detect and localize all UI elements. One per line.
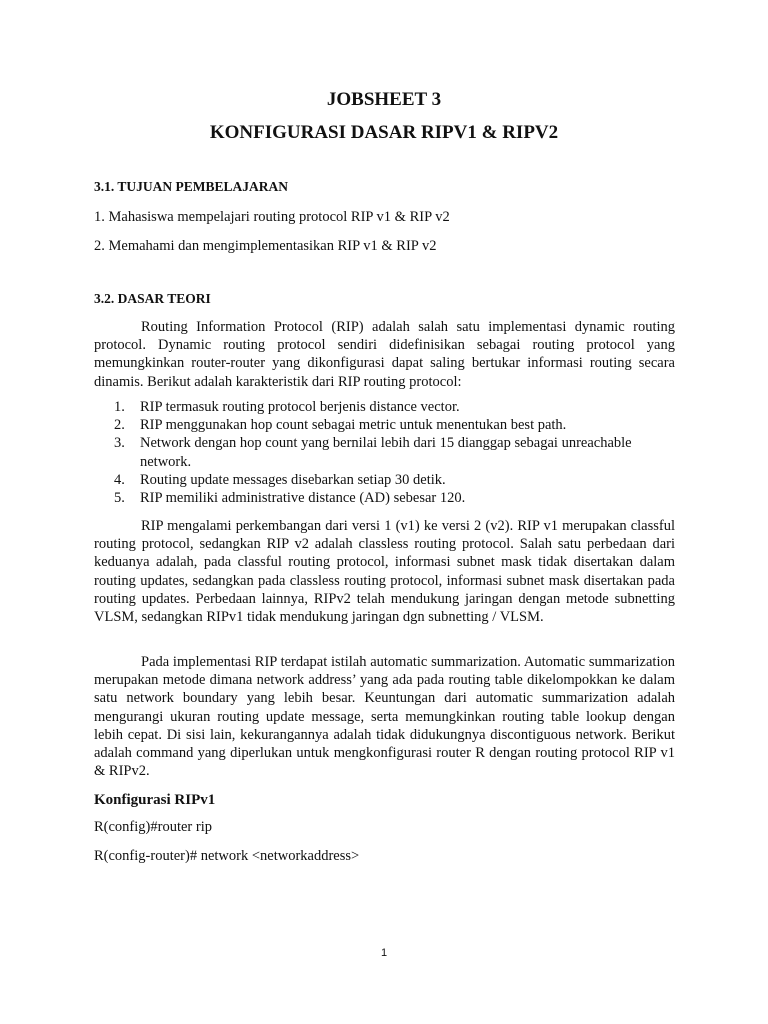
list-item-text: Routing update messages disebarkan setiap 30 detik. [140, 471, 446, 488]
document-title: JOBSHEET 3 [326, 89, 442, 110]
list-item-number: 2. [114, 417, 125, 434]
paragraph-auto-summarization: Pada implementasi RIP terdapat istilah automatic summarization. Automatic summarization merupakan metode dimana network address’ yang ada pada routing table dikelompokkan ke dalam satu network boundary yang lebih besar. Keuntungan dari automatic summarization adalah mengurangi ukuran routing update message, serta memungkinkan routing table lookup dengan lebih cepat. Di sisi lain, kekurangannya adalah tidak didukungnya discontiguous network. Berikut adalah command yang diperlukan untuk mengkonfigurasi router R dengan routing protocol RIP v1 & RIPv2. [94, 654, 675, 780]
list-item-number: 5. [114, 490, 125, 507]
config-command: R(config)#router rip [94, 819, 212, 835]
list-item-text: Network dengan hop count yang bernilai lebih dari 15 dianggap sebagai unreachable network. [140, 435, 632, 470]
section-heading-tujuan: 3.1. TUJUAN PEMBELAJARAN [94, 179, 289, 194]
config-heading: Konfigurasi RIPv1 [94, 792, 216, 808]
characteristics-list [94, 398, 675, 507]
objective-item: 1. Mahasiswa mempelajari routing protocol RIP v1 & RIP v2 [94, 209, 450, 225]
paragraph-rip-intro: Routing Information Protocol (RIP) adalah salah satu implementasi dynamic routing protocol. Dynamic routing protocol sendiri didefinisikan sebagai routing protocol yang memungkinkan router-router yang dikonfigurasi dapat saling bertukar informasi routing secara dinamis. Berikut adalah karakteristik dari RIP routing protocol: [94, 319, 675, 390]
section-heading-dasar-teori: 3.2. DASAR TEORI [94, 291, 211, 306]
document-subtitle: KONFIGURASI DASAR RIPV1 & RIPV2 [209, 122, 559, 143]
page-number: 1 [380, 947, 388, 959]
paragraph-rip-versions: RIP mengalami perkembangan dari versi 1 (v1) ke versi 2 (v2). RIP v1 merupakan classful routing protocol, sedangkan RIP v2 adalah classless routing protocol. Salah satu perbedaan dari keduanya adalah, pada classful routing protocol, informasi subnet mask tidak disertakan dalam routing updates, sedangkan pada classless routing protocol, informasi subnet mask disertakan pada routing updates. Perbedaan lainnya, RIPv2 telah mendukung jaringan dengan metode subnetting VLSM, sedangkan RIPv1 tidak mendukung jaringan dgn subnetting / VLSM. [94, 518, 675, 626]
list-item-text: RIP menggunakan hop count sebagai metric untuk menentukan best path. [140, 417, 567, 434]
list-item [94, 471, 675, 489]
list-item-text: RIP termasuk routing protocol berjenis distance vector. [140, 399, 460, 415]
list-item-number: 4. [114, 471, 125, 488]
list-item-number: 1. [114, 399, 125, 415]
list-item [94, 489, 675, 507]
objective-item: 2. Memahami dan mengimplementasikan RIP v1 & RIP v2 [94, 238, 437, 254]
list-item-number: 3. [114, 435, 125, 452]
list-item [94, 398, 675, 416]
list-item [94, 434, 675, 470]
list-item-text: RIP memiliki administrative distance (AD) sebesar 120. [140, 490, 466, 507]
config-command: R(config-router)# network <networkaddress> [94, 848, 360, 864]
list-item [94, 416, 675, 434]
